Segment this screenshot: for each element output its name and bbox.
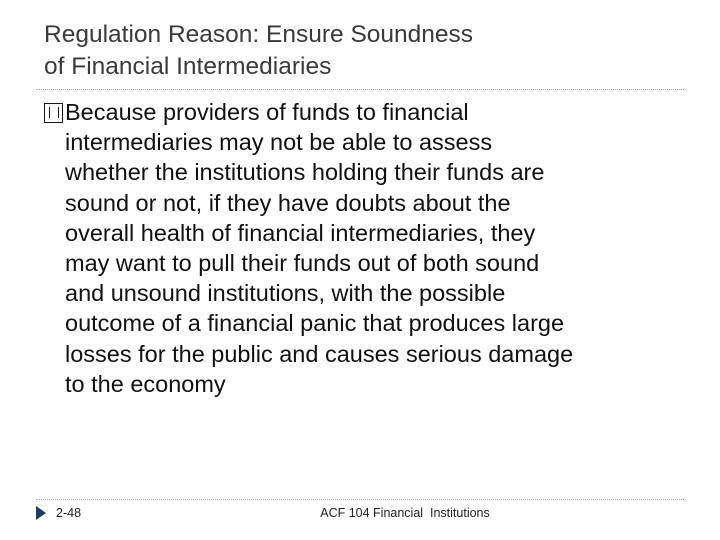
bullet-line: overall health of financial intermediaries, they [65,219,536,246]
bullet-line: Because providers of funds to financial [65,99,469,125]
bullet-line: outcome of a financial panic that produces large [65,310,565,337]
bullet-text [65,97,694,399]
bullet-item [44,97,694,399]
slide-title-line-2: of Financial Intermediaries [44,53,332,80]
title-divider [36,89,684,90]
page-number: 2-48 [56,506,82,520]
footer-divider [36,499,684,500]
triangle-right-icon [36,506,46,520]
missing-glyph-box-icon [44,103,63,123]
bullet-line: intermediaries may not be able to assess [65,129,493,156]
slide-title [44,19,684,83]
bullet-line: to the economy [65,370,226,397]
bullet-line: sound or not, if they have doubts about the [65,189,511,216]
bullet-line: and unsound institutions, with the possible [65,280,506,307]
bullet-line: losses for the public and causes serious damage [65,340,574,367]
bullet-line: may want to pull their funds out of both sound [65,250,540,277]
slide-title-line-1: Regulation Reason: Ensure Soundness [44,21,474,48]
course-label: ACF 104 Financial Institutions [320,506,490,520]
bullet-line: whether the institutions holding their funds are [65,159,545,186]
